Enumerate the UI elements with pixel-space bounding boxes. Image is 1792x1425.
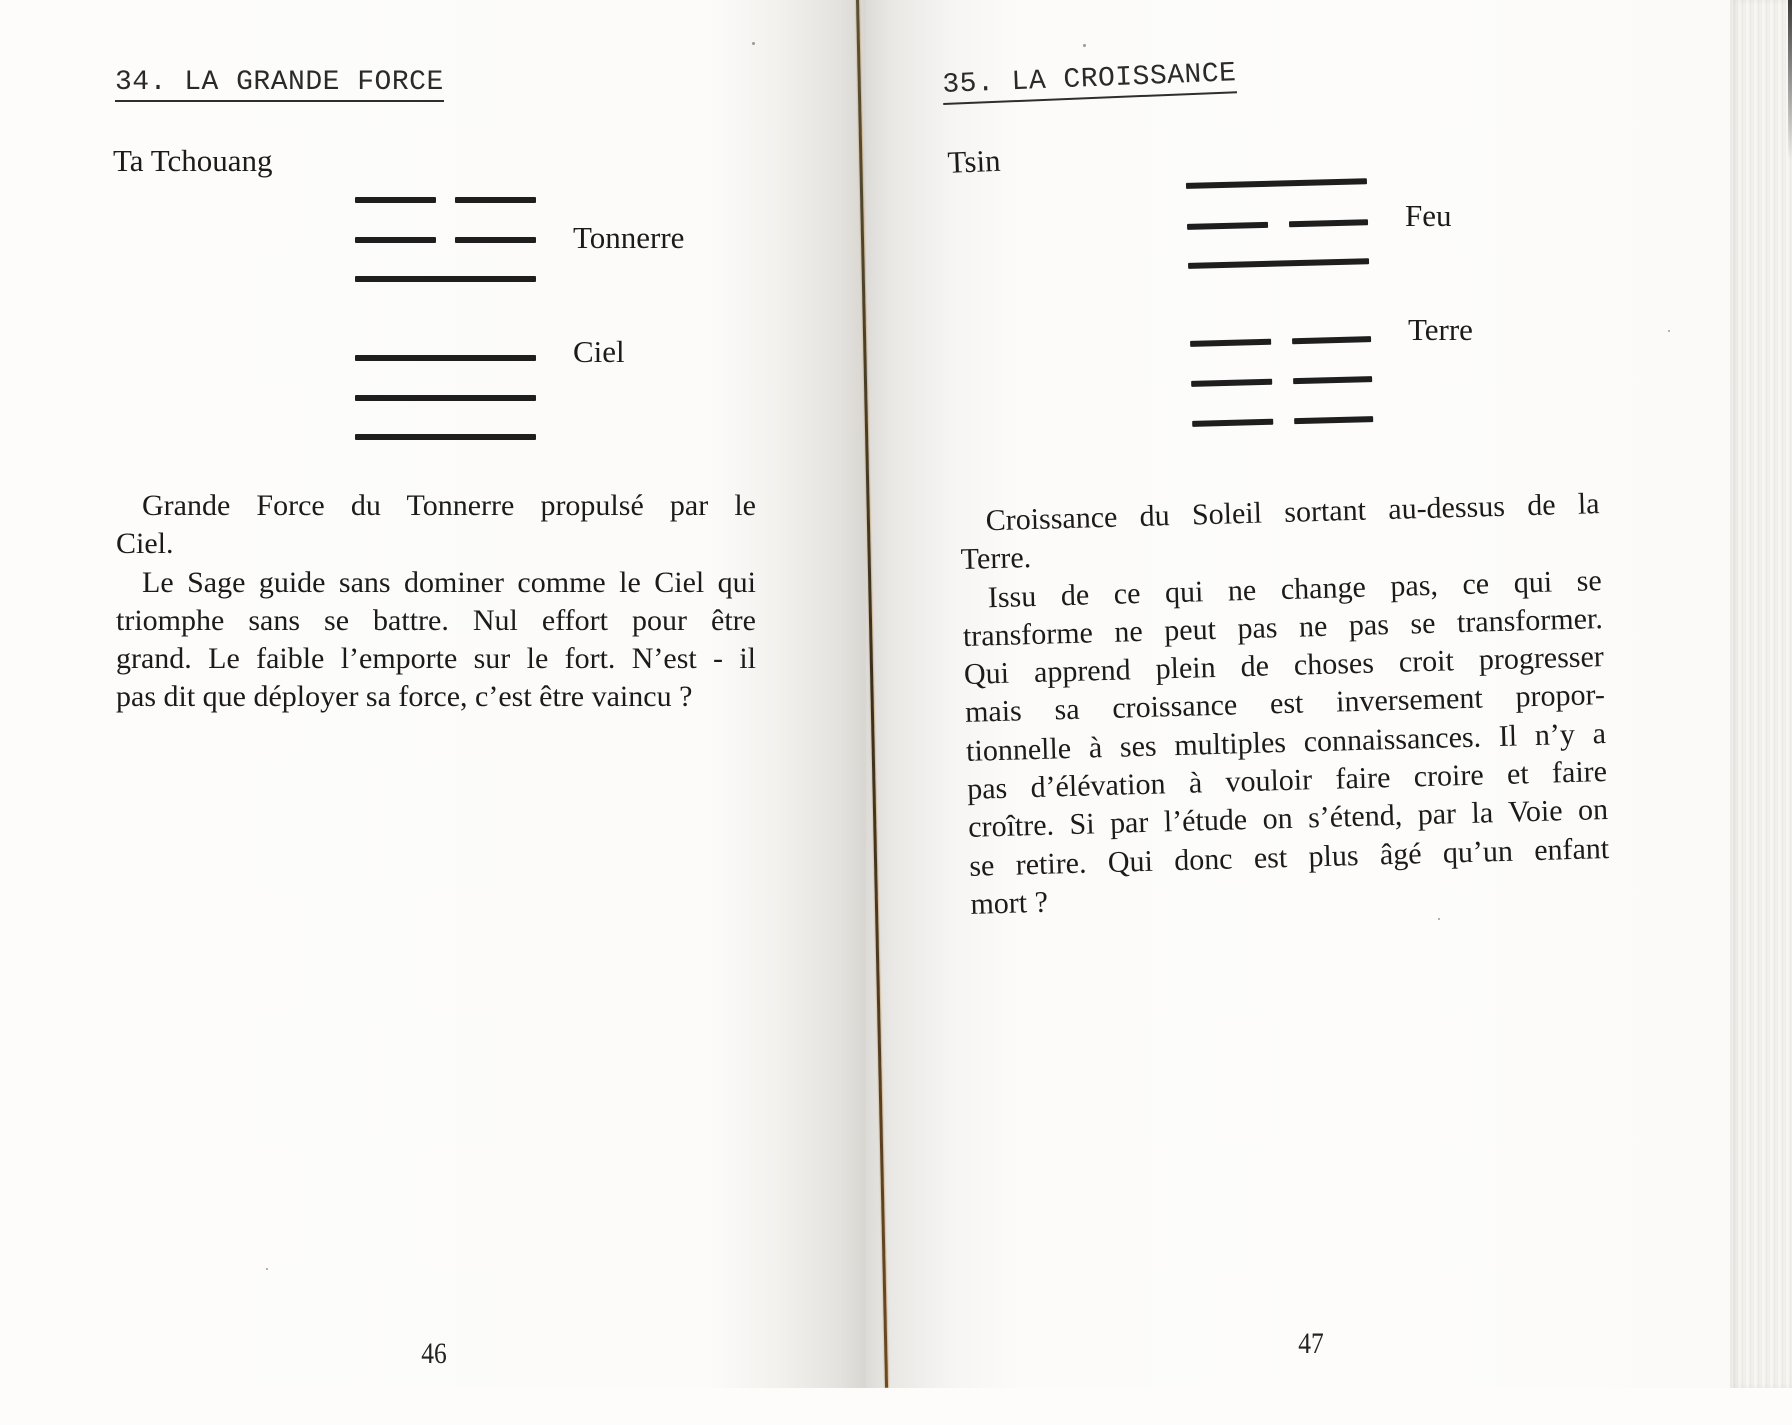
body-line: Terre. bbox=[960, 541, 1032, 577]
paper-speck bbox=[1438, 918, 1440, 920]
body-line: pas d’élévation à vouloir faire croire et faire bbox=[966, 755, 1608, 806]
body-line: Ciel. bbox=[116, 527, 174, 561]
upper-trigram-label-right: Feu bbox=[1405, 198, 1452, 233]
body-line: pas dit que déployer sa force, c’est être vaincu ? bbox=[116, 680, 693, 714]
lower-trigram-label-right: Terre bbox=[1408, 312, 1473, 347]
page-number-left: 46 bbox=[421, 1337, 447, 1370]
body-line: se retire. Qui donc est plus âgé qu’un enfant bbox=[968, 831, 1610, 883]
chinese-name-right: Tsin bbox=[946, 142, 1002, 180]
body-line: mort ? bbox=[969, 885, 1049, 921]
body-line: Croissance du Soleil sortant au-dessus de la bbox=[985, 487, 1600, 538]
body-line: grand. Le faible l’emporte sur le fort. N’est - il bbox=[116, 642, 756, 676]
body-line: Issu de ce qui ne change pas, ce qui se bbox=[987, 563, 1603, 614]
body-line: mais sa croissance est inversement propor- bbox=[964, 678, 1606, 730]
body-line: Grande Force du Tonnerre propulsé par le bbox=[142, 489, 756, 522]
page-stack-edge bbox=[1730, 0, 1792, 1388]
chinese-name-left: Ta Tchouang bbox=[113, 143, 273, 178]
body-line: transforme ne peut pas ne pas se transformer. bbox=[962, 601, 1604, 653]
body-line: triomphe sans se battre. Nul effort pour être bbox=[116, 603, 756, 637]
body-line: Le Sage guide sans dominer comme le Ciel qui bbox=[142, 565, 756, 599]
page-number-right: 47 bbox=[1298, 1327, 1324, 1360]
body-line: tionnelle à ses multiples connaissances. Il n’y a bbox=[965, 716, 1607, 768]
paper-speck bbox=[1083, 44, 1086, 47]
paper-speck bbox=[1668, 330, 1670, 332]
body-text-right bbox=[959, 485, 1611, 924]
lower-trigram-label-left: Ciel bbox=[573, 334, 625, 369]
chapter-title-left: 34. LA GRANDE FORCE bbox=[115, 68, 444, 102]
chapter-title-right: 35. LA CROISSANCE bbox=[942, 59, 1237, 105]
body-line: Qui apprend plein de choses croit progresser bbox=[963, 640, 1605, 692]
upper-trigram-label-left: Tonnerre bbox=[573, 220, 685, 255]
body-line: croître. Si par l’étude on s’étend, par la Voie on bbox=[967, 793, 1609, 845]
